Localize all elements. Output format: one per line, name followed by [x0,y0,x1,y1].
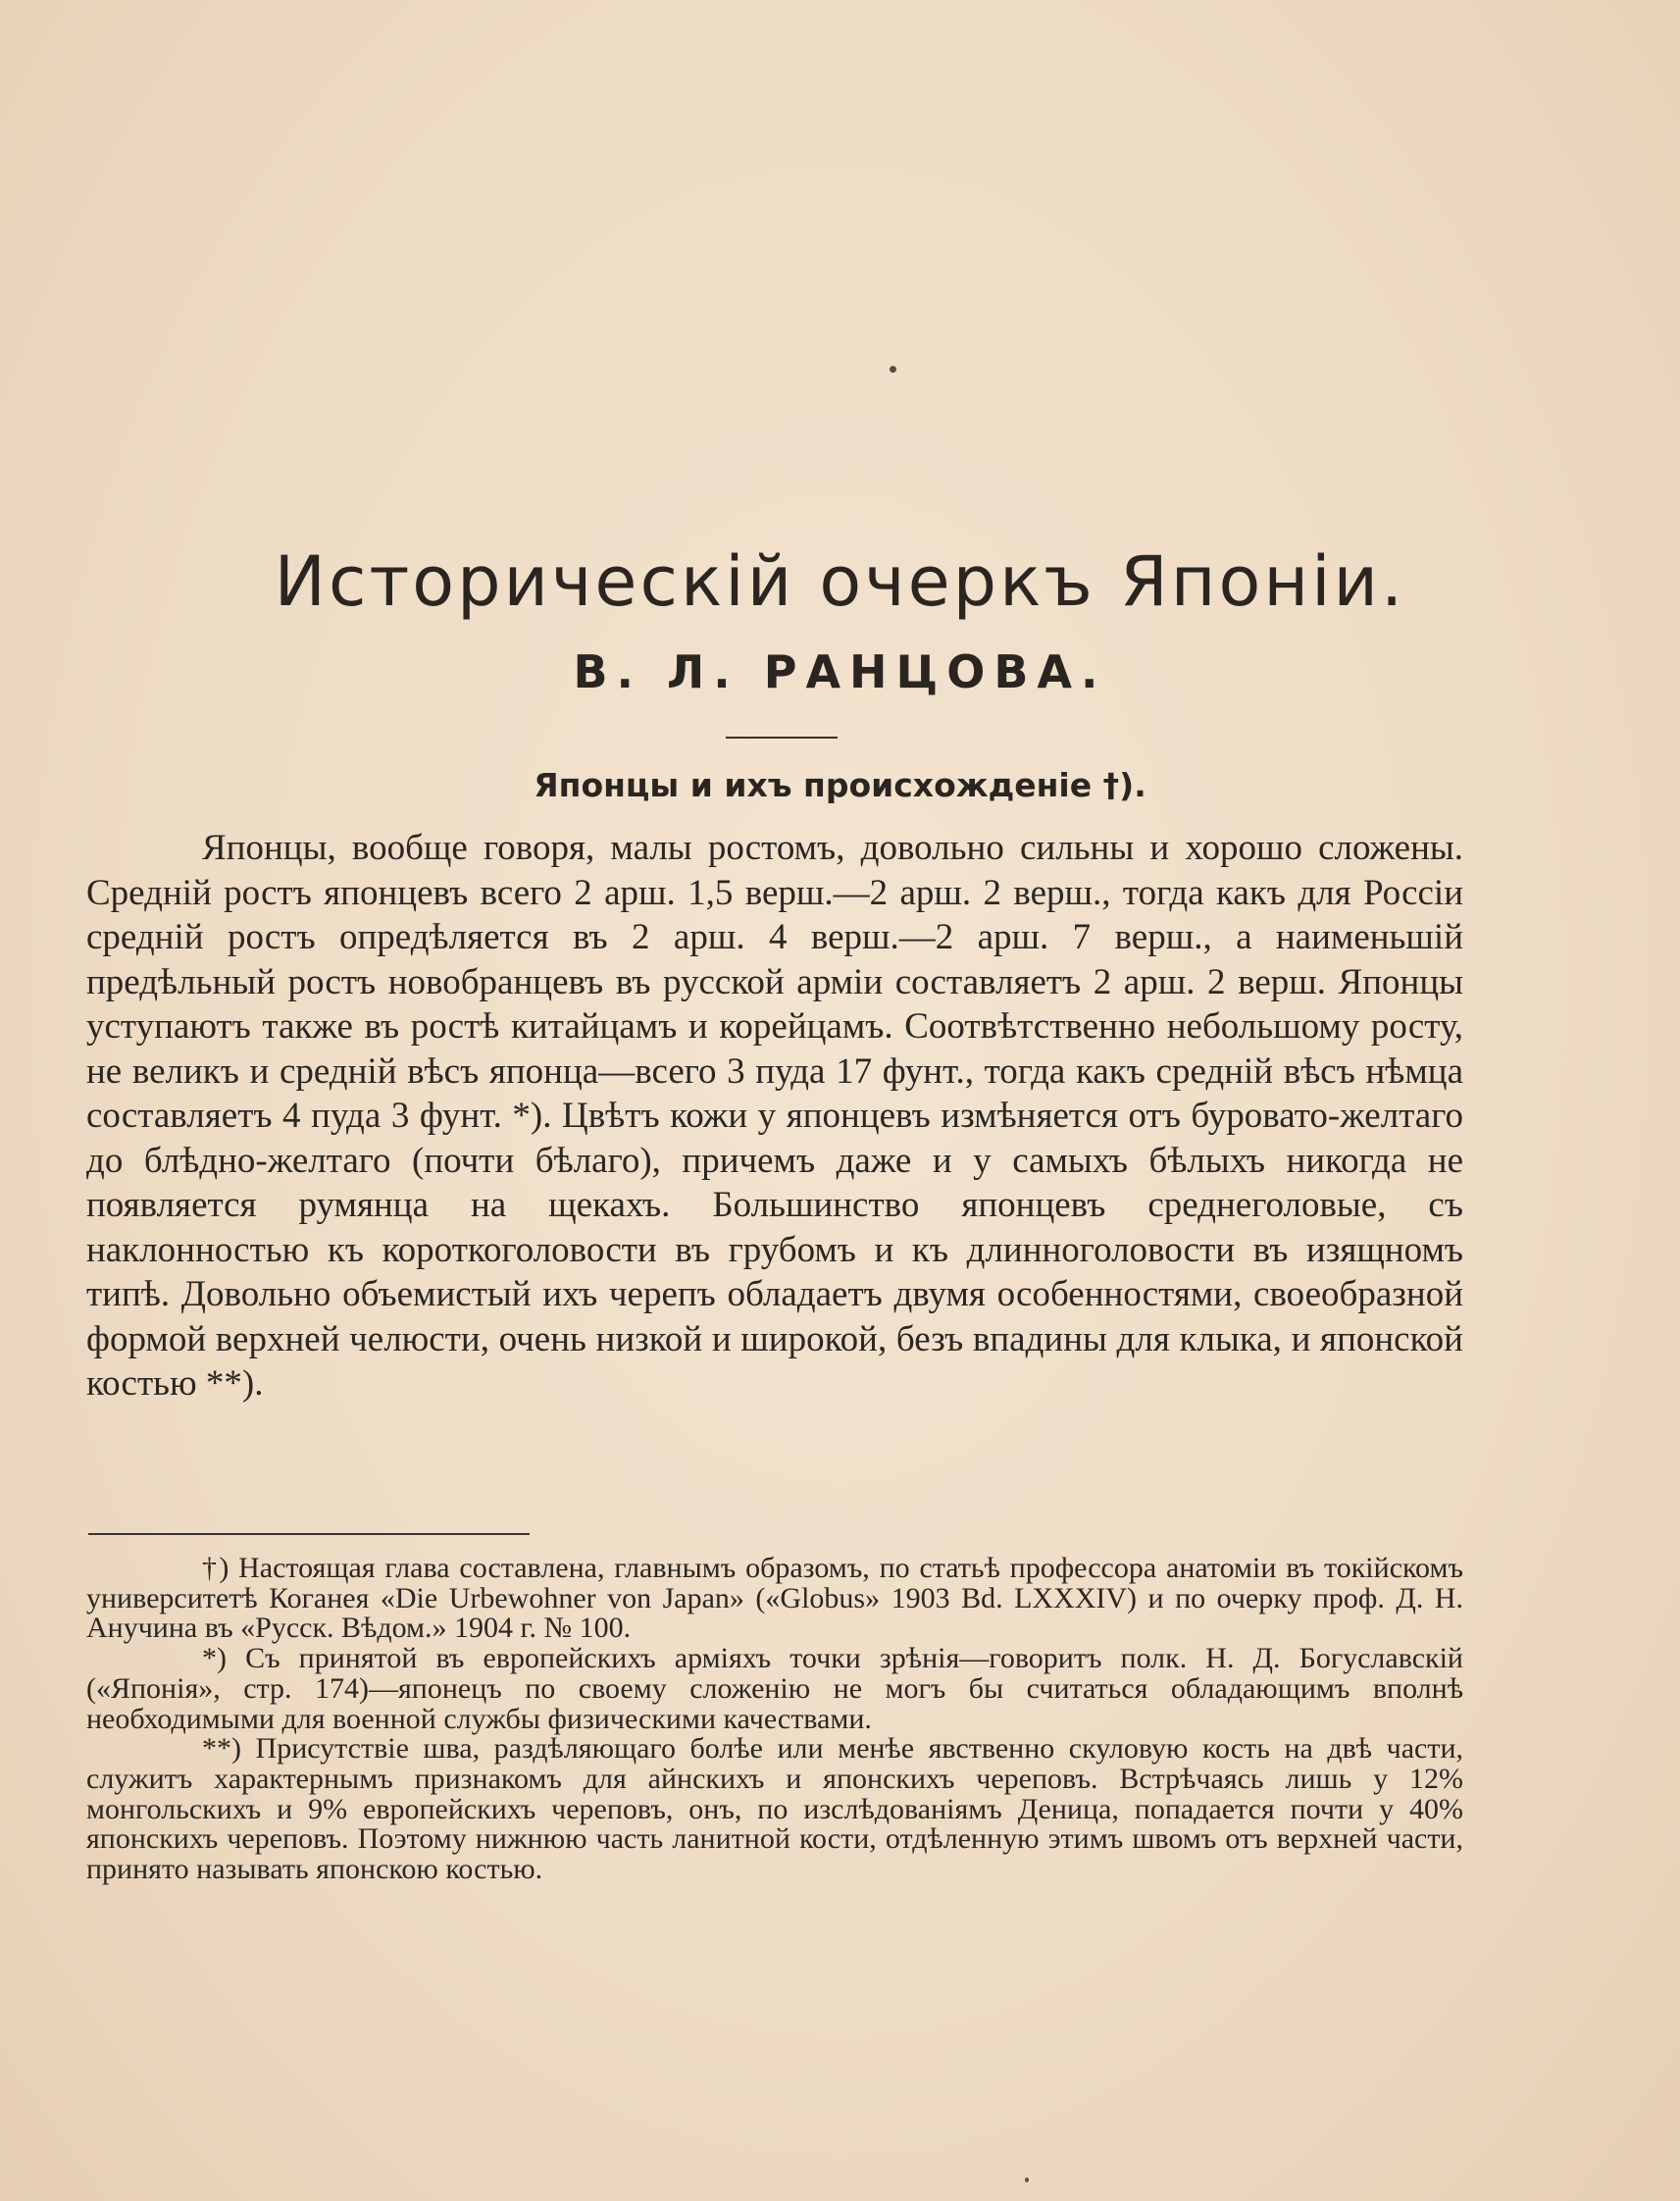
footnote-double-asterisk: **) Присутствіе шва, раздѣляющаго болѣе или менѣе явственно скуловую кость на двѣ части, служитъ характернымъ признакомъ для айнскихъ и японскихъ череповъ. Встрѣчаясь лишь у 12% монгольскихъ и 9% европейскихъ череповъ, онъ, по изслѣдованіямъ Деница, попадается почти у 40% японскихъ череповъ. Поэтому нижнюю часть ланитной кости, отдѣленную этимъ швомъ отъ верхней части, принято называть японскою костью. [86,1732,1463,1886]
title-divider [726,737,838,739]
main-text [86,826,1463,1407]
footnote-asterisk: *) Съ принятой въ европейскихъ арміяхъ точки зрѣнія—говоритъ полк. Н. Д. Богуславскій («Японія», стр. 174)—японецъ по своему сложенію не могъ бы считаться обладающимъ вполнѣ необходимыми для военной службы физическими качествами. [86,1642,1463,1735]
ink-spot [1025,2177,1029,2182]
chapter-heading: Японцы и ихъ происхожденіе †). [534,766,1146,804]
footnote-dagger: †) Настоящая глава составлена, главнымъ образомъ, по статьѣ профессора анатоміи въ токійскомъ университетѣ Коганея «Die Urbewohner von Japan» («Globus» 1903 Bd. LXXXIV) и по очерку проф. Д. Н. Анучина въ «Русск. Вѣдом.» 1904 г. № 100. [86,1552,1463,1645]
article-title: Историческій очеркъ Японіи. [274,541,1406,622]
footnote-divider [88,1533,530,1535]
ink-spot [890,366,896,373]
author-name: В. Л. РАНЦОВА. [573,645,1107,698]
body-paragraph: Японцы, вообще говоря, малы ростомъ, довольно сильны и хорошо сложены. Средній ростъ японцевъ всего 2 арш. 1,5 верш.—2 арш. 2 верш., тогда какъ для Россіи средній ростъ опредѣляется въ 2 арш. 4 верш.—2 арш. 7 верш., а наименьшій предѣльный ростъ новобранцевъ въ русской арміи составляетъ 2 арш. 2 верш. Японцы уступаютъ также въ ростѣ китайцамъ и корейцамъ. Соотвѣтственно небольшому росту, не великъ и средній вѣсъ японца—всего 3 пуда 17 фунт., тогда какъ средній вѣсъ нѣмца составляетъ 4 пуда 3 фунт. *). Цвѣтъ кожи у японцевъ измѣняется отъ буровато-желтаго до блѣдно-желтаго (почти бѣлаго), причемъ даже и у самыхъ бѣлыхъ никогда не появляется румянца на щекахъ. Большинство японцевъ среднеголовые, съ наклонностью къ короткоголовости въ грубомъ и къ длинноголовости въ изящномъ типѣ. Довольно объемистый ихъ черепъ обладаетъ двумя особенностями, своеобразной формой верхней челюсти, очень низкой и широкой, безъ впадины для клыка, и японской костью **). [86,828,1463,1404]
footnotes [86,1554,1463,1885]
